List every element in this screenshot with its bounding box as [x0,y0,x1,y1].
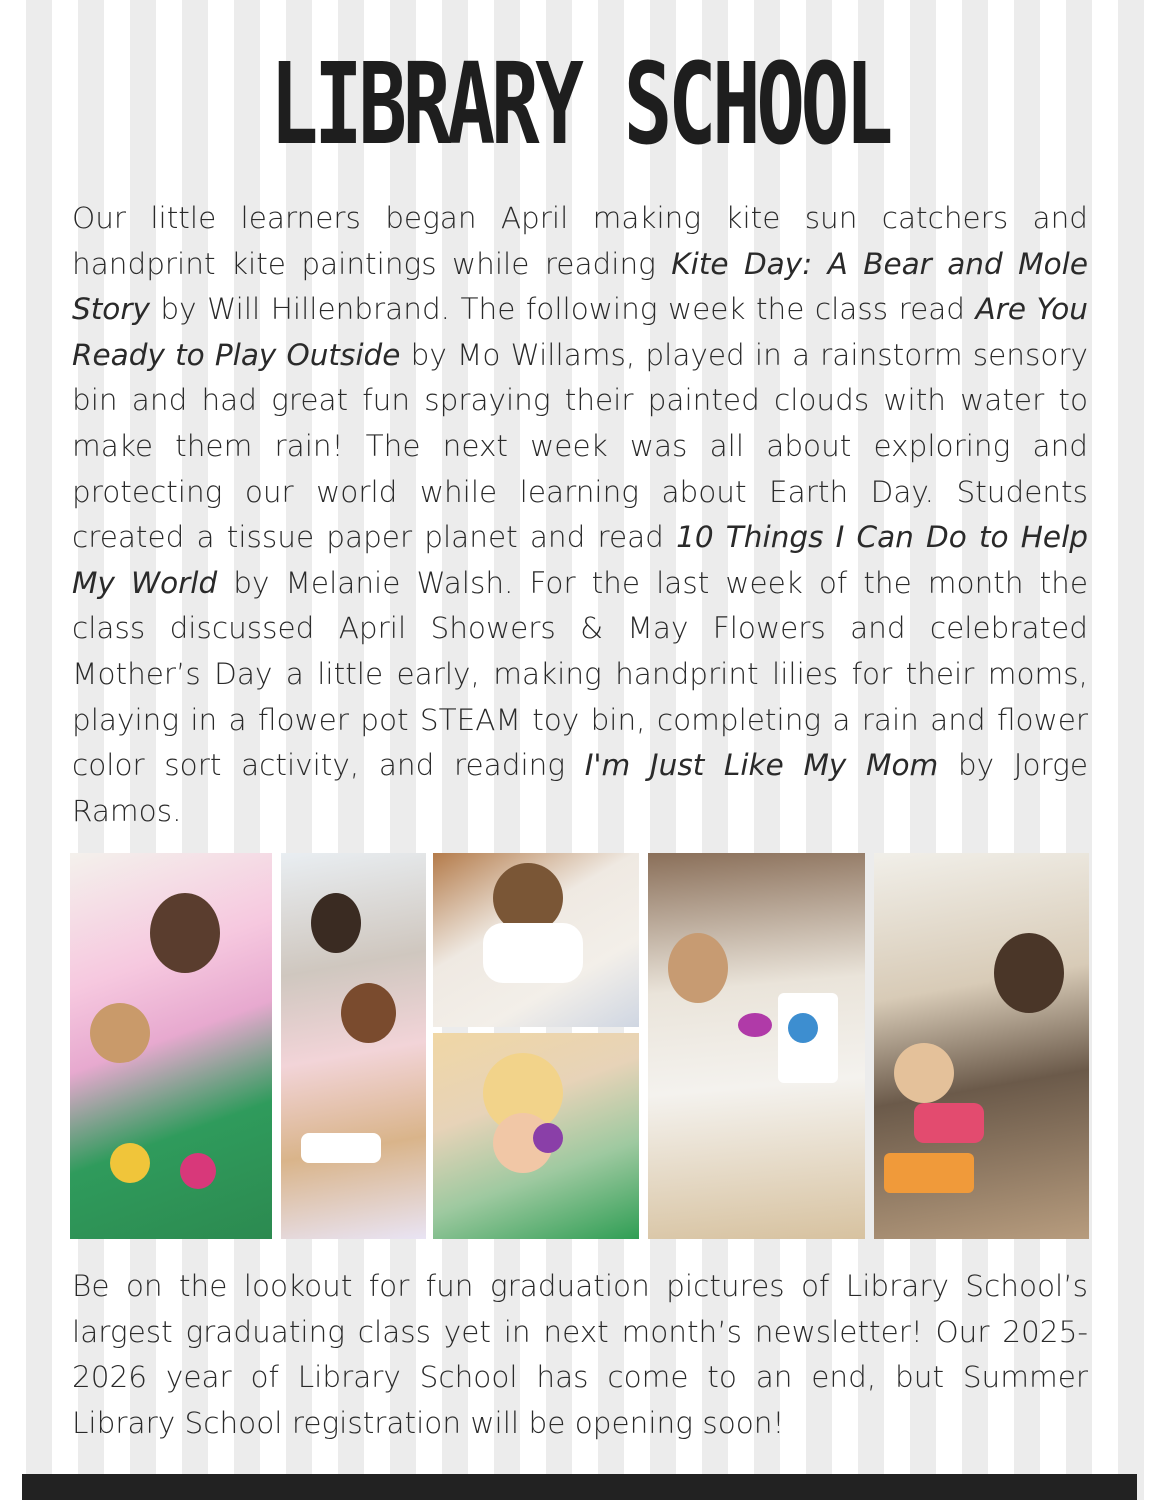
photo-girl-spraying-clouds [648,853,865,1239]
photo-collage [70,853,1089,1239]
page-title: LIBRARY SCHOOL [269,40,890,170]
intro-text-5: by Jorge Ramos. [72,748,1088,828]
photo-girl-with-toy [433,1033,639,1239]
intro-text-1: Our little learners began April making kite sun catchers and handprint kite paintings while reading [72,201,1088,281]
footer-bar [22,1474,1137,1500]
book-title-just-like-my-mom: I'm Just Like My Mom [584,748,939,783]
photo-mom-and-child-playdough [70,853,272,1239]
intro-text-2: by Will Hillenbrand. The following week the class read [149,292,976,327]
intro-paragraph [72,196,1088,834]
intro-text-3: by Mo Willams, played in a rainstorm sensory bin and had great fun spraying their painted clouds with water to make them rain! The next week was all about exploring and protecting our world while learning about Earth Day. Students created a tissue paper planet and read [72,337,1088,555]
book-title-help-my-world: 10 Things I Can Do to Help My World [72,520,1088,600]
photo-boy-coloring [433,853,639,1027]
book-title-kite-day: Kite Day: A Bear and Mole Story [72,246,1088,327]
book-title-play-outside: Are You Ready to Play Outside [72,292,1088,372]
photo-child-cutting-paper [281,853,426,1239]
photo-boy-sorting-activity [874,853,1089,1239]
closing-paragraph: Be on the lookout for fun graduation pictures of Library School’s largest graduating class yet in next month’s newsletter! Our 2025-2026 year of Library School has come to an end, but Summer Library School registration will be opening soon! [72,1269,1088,1440]
intro-text-4: by Melanie Walsh. For the last week of the month the class discussed April Showers & May Flowers and celebrated Mother’s Day a little early, making handprint lilies for their moms, playing in a flower pot STEAM toy bin, completing a rain and flower color sort activity, and reading [72,565,1088,783]
